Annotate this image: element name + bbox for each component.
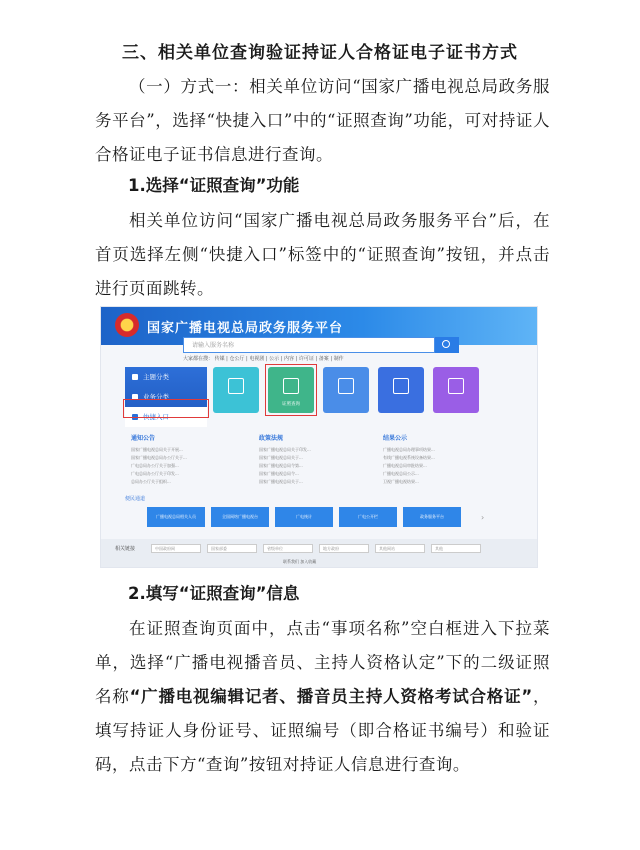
related-links-bar [101,539,538,568]
link-select[interactable]: 国家部委 [207,544,257,553]
list-item[interactable]: 总局办公厅关于组织... [131,479,171,484]
tile-3[interactable] [323,367,369,413]
related-links-label: 相关链接 [115,546,136,552]
list-item[interactable]: 国家广播电视总局关于... [259,479,303,484]
list-item[interactable]: 国家广播电视总局令... [259,471,299,476]
list-item[interactable]: 广电总局办公厅关于加强... [131,463,179,468]
step-two-text-part2: ，填写持证人身份证号、证照编号（即合格证书编号）和验证码，点击下方“查询”按钮对持证人信息进行查询。 [95,687,550,774]
list-item[interactable]: 国家广播电视总局关于开展... [131,447,183,452]
tile-license-query[interactable]: 证照查询 [268,367,314,413]
step-two-heading: 2.填写“证照查询”信息 [128,584,300,603]
chevron-right-icon[interactable]: › [481,513,485,522]
tile-1[interactable] [213,367,259,413]
download-icon [448,378,464,394]
col-title-results: 结果公示 [383,435,408,442]
paragraph-step-two [95,612,550,782]
search-input[interactable] [183,337,435,353]
list-item[interactable]: 国家广播电视总局办公厅关于... [131,455,187,460]
paragraph-step-one: 相关单位访问“国家广播电视总局政务服务平台”后，在首页选择左侧“快捷入口”标签中的“证照查询”按钮，并点击进行页面跳转。 [95,211,550,298]
service-button[interactable]: 政务服务平台 [403,507,461,527]
list-item[interactable]: 国家广播电视总局令第... [259,463,303,468]
list-item[interactable]: 广电总局办公厅关于印发... [131,471,179,476]
list-item[interactable]: 国家广播电视总局关于... [259,455,303,460]
hot-search-words: 大家都在搜： 传媒 | 仓公厅 | 电视剧 | 公示 | 内容 | 许可证 | 备案 | 制作 [183,356,344,362]
link-select[interactable]: 其他 [431,544,481,553]
footer-links[interactable]: 联系我们 加入收藏 [283,559,317,564]
service-button[interactable]: 全国网络广播电视台 [211,507,269,527]
col-title-notices: 通知公告 [131,435,156,442]
step-one-heading: 1.选择“证照查询”功能 [128,176,300,195]
service-button[interactable]: 广播电视总局相关人员 [147,507,205,527]
link-select[interactable]: 中国政府网 [151,544,201,553]
list-item[interactable]: 广播电视总局审批结果... [383,463,427,468]
service-button[interactable]: 广电公开栏 [339,507,397,527]
list-item[interactable]: 广播电视总局公示... [383,471,419,476]
license-query-highlight [265,364,317,416]
step-two-text-part1: 在证照查询页面中，点击“事项名称”空白框进入下拉菜单，选择“广播电视播音员、主持人资格认定”下的二级证照名称 [95,619,550,706]
service-button[interactable]: 广电统计 [275,507,333,527]
convenience-channel-title: 便民通道 [125,496,146,502]
certificate-name-bold: “广播电视编辑记者、播音员主持人资格考试合格证” [129,687,533,706]
link-select[interactable]: 其他网站 [375,544,425,553]
search-doc-icon [228,378,244,394]
tile-4[interactable] [378,367,424,413]
list-item[interactable]: 卫视广播电视结果... [383,479,419,484]
platform-screenshot [100,306,538,568]
list-item[interactable]: 广播电视总局办理事项结果... [383,447,435,452]
paragraph-method-one: （一）方式一：相关单位访问“国家广播电视总局政务服务平台”，选择“快捷入口”中的“证照查询”功能，可对持证人合格证电子证书信息进行查询。 [95,77,550,164]
quick-entry-highlight [123,399,209,418]
link-select[interactable]: 地方政府 [319,544,369,553]
search-placeholder: 请输入服务名称 [192,342,235,349]
list-item[interactable]: 国家广播电视总局关于印发... [259,447,311,452]
list-icon [393,378,409,394]
col-title-policies: 政策法规 [259,435,284,442]
document-icon [338,378,354,394]
search-button[interactable] [435,337,459,353]
nav-item-business[interactable]: 业务分类 [125,387,207,407]
nav-item-topic[interactable]: 主题分类 [125,367,207,387]
grid-icon [132,374,138,380]
link-select[interactable]: 省级单位 [263,544,313,553]
tile-5[interactable] [433,367,479,413]
left-nav [125,367,207,427]
nav-item-quick-entry[interactable]: 快捷入口 [125,407,207,427]
section-title: 三、相关单位查询验证持证人合格证电子证书方式 [122,43,518,63]
search-icon [442,340,450,348]
national-emblem-icon [115,313,139,337]
platform-title: 国家广播电视总局政务服务平台 [147,321,344,336]
list-item[interactable]: 有线广播电视系统设备结果... [383,455,435,460]
